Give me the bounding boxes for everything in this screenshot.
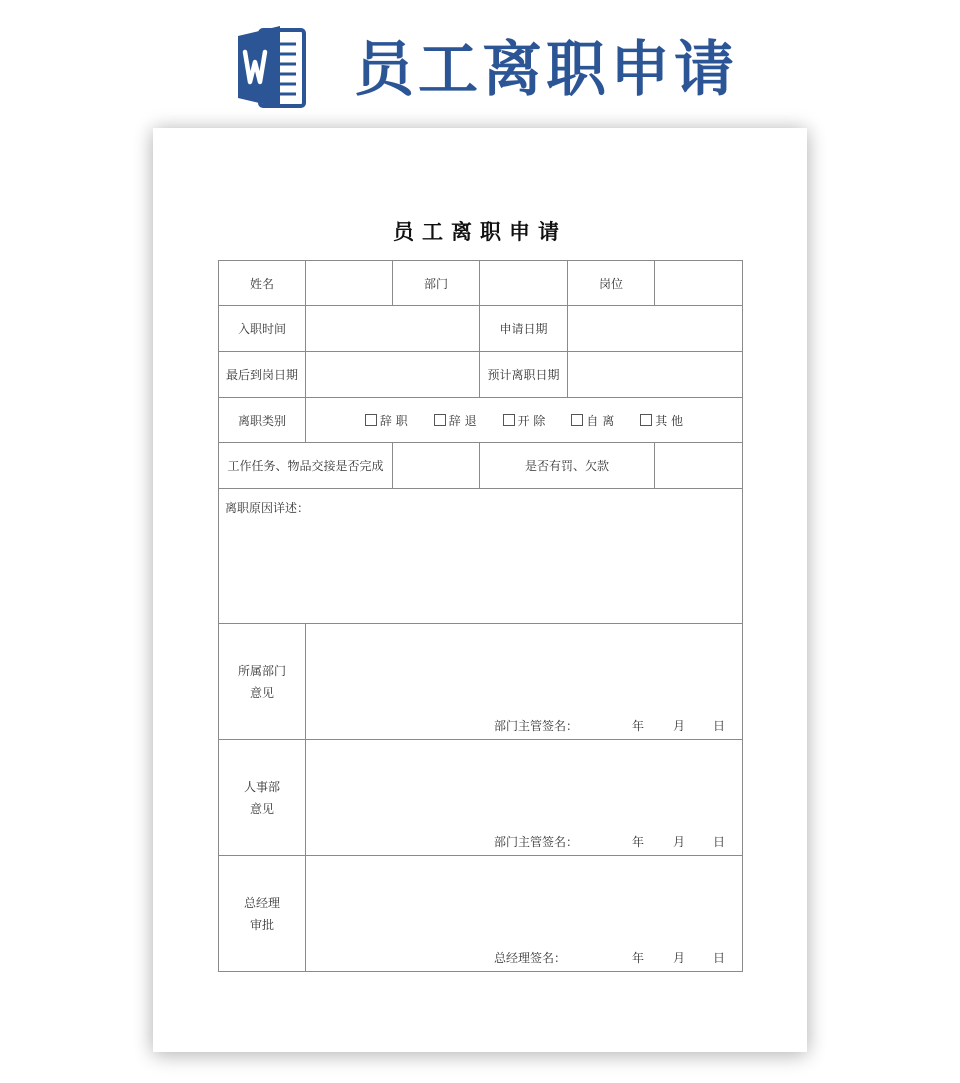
- label-apply-date: 申请日期: [479, 305, 568, 352]
- checkbox-box[interactable]: [640, 414, 652, 426]
- document-title: 员工离职申请: [393, 219, 567, 244]
- checkbox-resign[interactable]: [365, 412, 408, 429]
- month-label: 月: [673, 835, 686, 849]
- hr-opinion-field[interactable]: [305, 739, 743, 856]
- signature-label: 部门主管签名：: [494, 835, 579, 849]
- word-document-icon: [236, 24, 308, 110]
- label-line1: 总经理: [243, 895, 280, 910]
- field-penalty[interactable]: [654, 442, 743, 489]
- label-position: 岗位: [567, 260, 655, 306]
- field-name[interactable]: [305, 260, 393, 306]
- day-label: 日: [713, 719, 726, 733]
- field-department[interactable]: [479, 260, 568, 306]
- field-apply-date[interactable]: [567, 305, 743, 352]
- checkbox-box[interactable]: [365, 414, 377, 426]
- reason-box[interactable]: [218, 488, 743, 624]
- checkbox-other[interactable]: [640, 412, 683, 429]
- month-label: 月: [673, 719, 686, 733]
- signature-label: 总经理签名：: [494, 951, 567, 965]
- label-leave-type: 离职类别: [218, 397, 306, 443]
- field-position[interactable]: [654, 260, 743, 306]
- label-join-date: 入职时间: [218, 305, 306, 352]
- label-dept-opinion: [218, 623, 306, 740]
- checkbox-self-leave[interactable]: [571, 412, 614, 429]
- checkbox-fired[interactable]: [503, 412, 546, 429]
- month-label: 月: [673, 951, 686, 965]
- dept-opinion-field[interactable]: [305, 623, 743, 740]
- checkbox-box[interactable]: [503, 414, 515, 426]
- label-line1: 所属部门: [237, 663, 286, 678]
- label-penalty: 是否有罚、欠款: [479, 442, 655, 489]
- resignation-form: [218, 260, 742, 972]
- leave-type-options: [305, 397, 743, 443]
- label-last-day: 最后到岗日期: [218, 351, 306, 398]
- year-label: 年: [632, 951, 645, 965]
- year-label: 年: [632, 719, 645, 733]
- label-handover: 工作任务、物品交接是否完成: [218, 442, 393, 489]
- gm-approval-field[interactable]: [305, 855, 743, 972]
- day-label: 日: [713, 951, 726, 965]
- signature-label: 部门主管签名：: [494, 719, 579, 733]
- label-reason: 离职原因详述：: [225, 501, 310, 515]
- label-hr-opinion: [218, 739, 306, 856]
- checkbox-box[interactable]: [571, 414, 583, 426]
- field-expected-leave[interactable]: [567, 351, 743, 398]
- day-label: 日: [713, 835, 726, 849]
- label-gm-approval: [218, 855, 306, 972]
- label-name: 姓名: [218, 260, 306, 306]
- document-page: [153, 128, 807, 1052]
- label-line2: 意见: [249, 801, 274, 816]
- label-line2: 意见: [249, 685, 274, 700]
- label-line2: 审批: [249, 917, 274, 932]
- label-line1: 人事部: [243, 779, 280, 794]
- checkbox-label: 辞 职: [379, 413, 408, 428]
- label-department: 部门: [392, 260, 480, 306]
- page-title: 员工离职申请: [354, 35, 738, 105]
- checkbox-label: 自 离: [586, 413, 615, 428]
- checkbox-box[interactable]: [434, 414, 446, 426]
- field-join-date[interactable]: [305, 305, 480, 352]
- checkbox-dismiss[interactable]: [434, 412, 477, 429]
- checkbox-label: 辞 退: [448, 413, 477, 428]
- checkbox-label: 其 他: [655, 413, 684, 428]
- header: [0, 0, 960, 120]
- checkbox-label: 开 除: [517, 413, 546, 428]
- field-last-day[interactable]: [305, 351, 480, 398]
- label-expected-leave: 预计离职日期: [479, 351, 568, 398]
- year-label: 年: [632, 835, 645, 849]
- field-handover[interactable]: [392, 442, 480, 489]
